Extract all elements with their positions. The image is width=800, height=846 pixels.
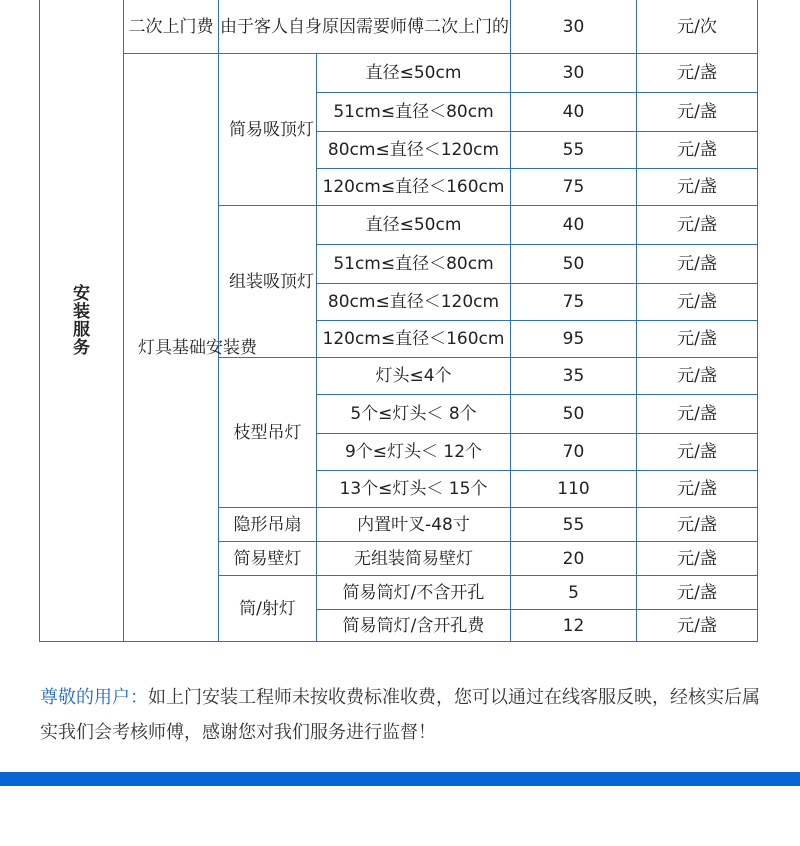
second-visit-desc: 由于客人自身原因需要师傅二次上门的 <box>219 0 511 54</box>
table-row <box>40 54 758 93</box>
unit-cell: 元/盏 <box>637 395 758 434</box>
unit-cell: 元/盏 <box>637 93 758 132</box>
price-cell: 5 <box>511 576 637 610</box>
unit-cell: 元/盏 <box>637 321 758 358</box>
spec-cell: 无组装简易壁灯 <box>317 542 511 576</box>
unit-cell: 元/盏 <box>637 358 758 395</box>
spec-cell: 灯头≤4个 <box>317 358 511 395</box>
table-row <box>40 0 758 54</box>
spec-cell: 直径≤50cm <box>317 54 511 93</box>
spec-cell: 简易筒灯/含开孔费 <box>317 610 511 642</box>
category-basic-install: 灯具基础安装费 <box>124 54 219 642</box>
notice-text <box>40 680 760 750</box>
group-name: 组装吸顶灯 <box>219 206 317 358</box>
spec-cell: 51cm≤直径＜80cm <box>317 245 511 284</box>
price-cell: 50 <box>511 245 637 284</box>
second-visit-item: 二次上门费 <box>124 0 219 54</box>
spec-cell: 内置叶叉-48寸 <box>317 508 511 542</box>
unit-cell: 元/盏 <box>637 508 758 542</box>
spec-cell: 5个≤灯头＜ 8个 <box>317 395 511 434</box>
spec-cell: 9个≤灯头＜ 12个 <box>317 434 511 471</box>
footer-band <box>0 772 800 786</box>
unit-cell: 元/盏 <box>637 610 758 642</box>
price-cell: 110 <box>511 471 637 508</box>
spec-cell: 80cm≤直径＜120cm <box>317 132 511 169</box>
price-table <box>39 0 758 642</box>
price-cell: 75 <box>511 284 637 321</box>
price-cell: 50 <box>511 395 637 434</box>
group-name: 简易吸顶灯 <box>219 54 317 206</box>
unit-cell: 元/盏 <box>637 245 758 284</box>
spec-cell: 120cm≤直径＜160cm <box>317 169 511 206</box>
unit-cell: 元/盏 <box>637 284 758 321</box>
unit-cell: 元/盏 <box>637 169 758 206</box>
price-cell: 70 <box>511 434 637 471</box>
notice-body: 如上门安装工程师未按收费标准收费，您可以通过在线客服反映，经核实后属实我们会考核师傅，感谢您对我们服务进行监督！ <box>40 687 760 743</box>
spec-cell: 简易筒灯/不含开孔 <box>317 576 511 610</box>
price-table-body <box>40 0 758 642</box>
notice-lead: 尊敬的用户： <box>40 687 148 708</box>
group-name: 简易壁灯 <box>219 542 317 576</box>
spec-cell: 120cm≤直径＜160cm <box>317 321 511 358</box>
price-cell: 40 <box>511 206 637 245</box>
section-label <box>40 0 124 642</box>
spec-cell: 51cm≤直径＜80cm <box>317 93 511 132</box>
price-cell: 40 <box>511 93 637 132</box>
group-name: 隐形吊扇 <box>219 508 317 542</box>
unit-cell: 元/盏 <box>637 434 758 471</box>
price-cell: 75 <box>511 169 637 206</box>
unit-cell: 元/盏 <box>637 471 758 508</box>
spec-cell: 13个≤灯头＜ 15个 <box>317 471 511 508</box>
price-cell: 20 <box>511 542 637 576</box>
price-cell: 95 <box>511 321 637 358</box>
second-visit-price: 30 <box>511 0 637 54</box>
unit-cell: 元/盏 <box>637 206 758 245</box>
unit-cell: 元/盏 <box>637 542 758 576</box>
unit-cell: 元/盏 <box>637 576 758 610</box>
section-label-text: 安 装 服 务 <box>73 283 90 358</box>
group-name: 枝型吊灯 <box>219 358 317 508</box>
second-visit-unit: 元/次 <box>637 0 758 54</box>
unit-cell: 元/盏 <box>637 54 758 93</box>
spec-cell: 直径≤50cm <box>317 206 511 245</box>
price-cell: 30 <box>511 54 637 93</box>
spec-cell: 80cm≤直径＜120cm <box>317 284 511 321</box>
price-cell: 55 <box>511 508 637 542</box>
group-name: 筒/射灯 <box>219 576 317 642</box>
price-cell: 55 <box>511 132 637 169</box>
price-cell: 35 <box>511 358 637 395</box>
price-cell: 12 <box>511 610 637 642</box>
unit-cell: 元/盏 <box>637 132 758 169</box>
